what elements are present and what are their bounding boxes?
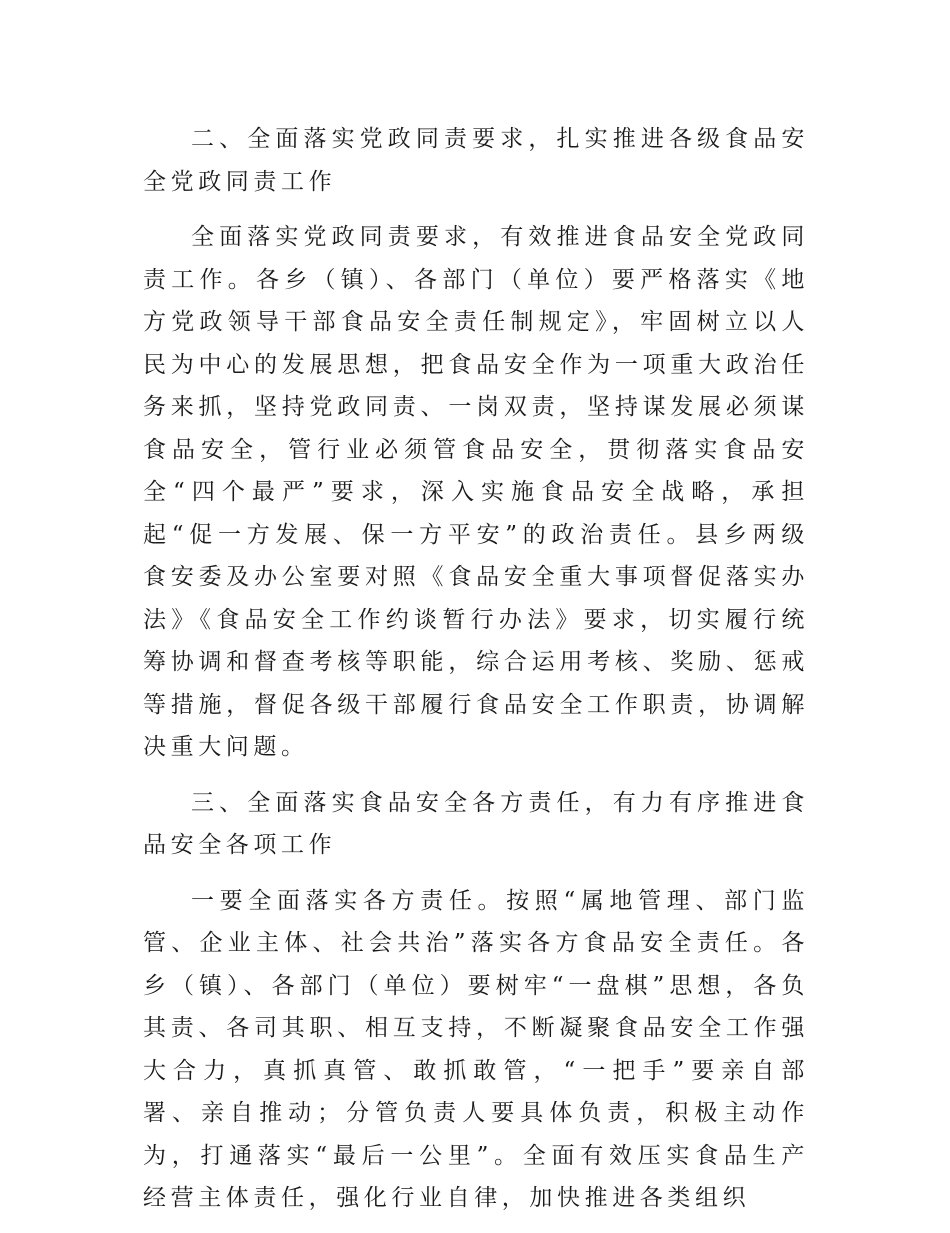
section-heading-3: 三、全面落实食品安全各方责任，有力有序推进食品安全各项工作 — [143, 789, 809, 858]
document-body — [143, 118, 809, 1233]
body-paragraph-2: 一要全面落实各方责任。按照“属地管理、部门监管、企业主体、社会共治”落实各方食品安全责任。各乡（镇）、各部门（单位）要树牢“一盘棋”思想，各负其责、各司其职、相互支持，不断凝聚食品安全工作强大合力，真抓真管、敢抓敢管，“一把手”要亲自部署、亲自推动；分管负责人要具体负责，积极主动作为，打通落实“最后一公里”。全面有效压实食品生产经营主体责任，强化行业自律，加快推进各类组织 — [143, 887, 809, 1211]
section-heading-2: 二、全面落实党政同责要求，扎实推进各级食品安全党政同责工作 — [143, 126, 809, 195]
body-paragraph-1: 全面落实党政同责要求，有效推进食品安全党政同责工作。各乡（镇）、各部门（单位）要严格落实《地方党政领导干部食品安全责任制规定》，牢固树立以人民为中心的发展思想，把食品安全作为一项重大政治任务来抓，坚持党政同责、一岗双责，坚持谋发展必须谋食品安全，管行业必须管食品安全，贯彻落实食品安全“四个最严”要求，深入实施食品安全战略，承担起“促一方发展、保一方平安”的政治责任。县乡两级食安委及办公室要对照《食品安全重大事项督促落实办法》《食品安全工作约谈暂行办法》要求，切实履行统筹协调和督查考核等职能，综合运用考核、奖励、惩戒等措施，督促各级干部履行食品安全工作职责，协调解决重大问题。 — [143, 224, 809, 760]
